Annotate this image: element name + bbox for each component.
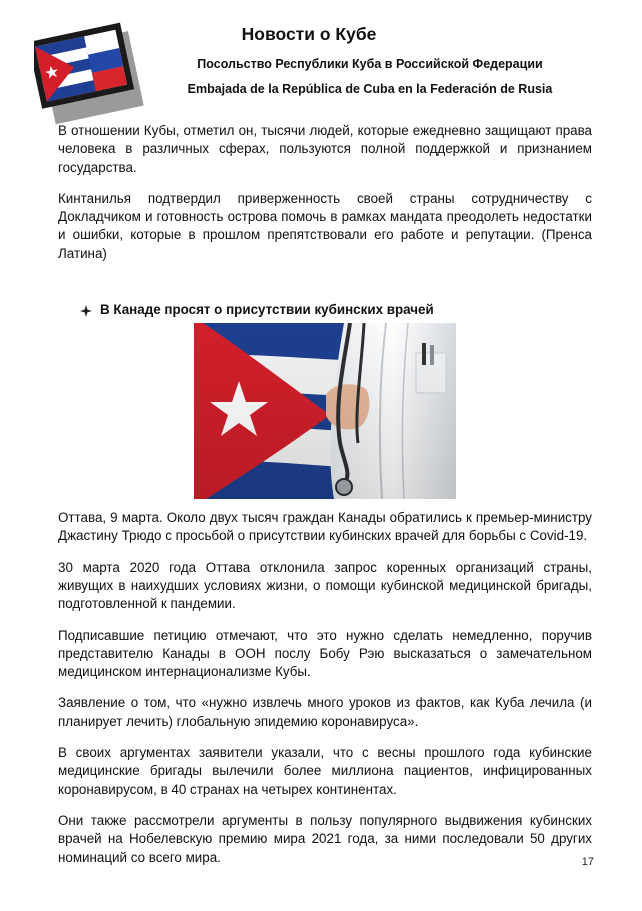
page-number: 17 (581, 856, 594, 868)
paragraph: 30 марта 2020 года Оттава отклонила запрос коренных организаций страны, живущих в наихудших условиях жизни, о помощи кубинской медицинской бригады, подготовленной к пандемии. (58, 559, 592, 612)
article-body (58, 122, 592, 880)
paragraph: В отношении Кубы, отметил он, тысячи людей, которые ежедневно защищают права человека в различных сферах, пользуются полной поддержкой и признанием государства. (58, 123, 592, 175)
paragraph: Подписавшие петицию отмечают, что это нужно сделать немедленно, поручив представителю Канады в ООН послу Бобу Рэю высказаться о замечательном медицинском интернационализме Кубы. (58, 627, 592, 680)
paragraph: Заявление о том, что «нужно извлечь много уроков из фактов, как Куба лечила (и планирует лечить) глобальную эпидемию коронавируса». (58, 695, 592, 729)
diamond-bullet-icon (80, 304, 92, 316)
cuba-russia-flags-icon (34, 18, 146, 130)
paragraph: Кинтанилья подтвердил приверженность своей страны сотрудничеству с Докладчиком и готовность острова помочь в рамках мандата преодолеть недостатки и ошибки, которые в прошлом препятствовали его работе и репутации. (Пренса Латина) (58, 190, 592, 261)
embassy-name-ru: Посольство Республики Куба в Российской Федерации (197, 57, 543, 71)
paragraph: Они также рассмотрели аргументы в пользу популярного выдвижения кубинских врачей на Нобелевскую премию мира 2021 года, за ними последовали 50 других номинаций со всего мира. (58, 812, 592, 865)
embassy-name-es: Embajada de la República de Cuba en la Federación de Rusia (187, 82, 553, 96)
section-heading (58, 301, 592, 319)
section-heading-text: В Канаде просят о присутствии кубинских врачей (100, 302, 434, 318)
paragraph: Оттава, 9 марта. Около двух тысяч граждан Канады обратились к премьер-министру Джастину Трюдо с просьбой о присутствии кубинских врачей для борьбы с Covid-19. (58, 510, 592, 544)
cuban-flag-doctor-photo (194, 323, 456, 499)
paragraph: В своих аргументах заявители указали, что с весны прошлого года кубинские медицинские бригады вылечили более миллиона пациентов, инфицированных коронавирусом, в 40 странах на четырех континентах. (58, 745, 592, 797)
page-title: Новости о Кубе (241, 24, 377, 44)
